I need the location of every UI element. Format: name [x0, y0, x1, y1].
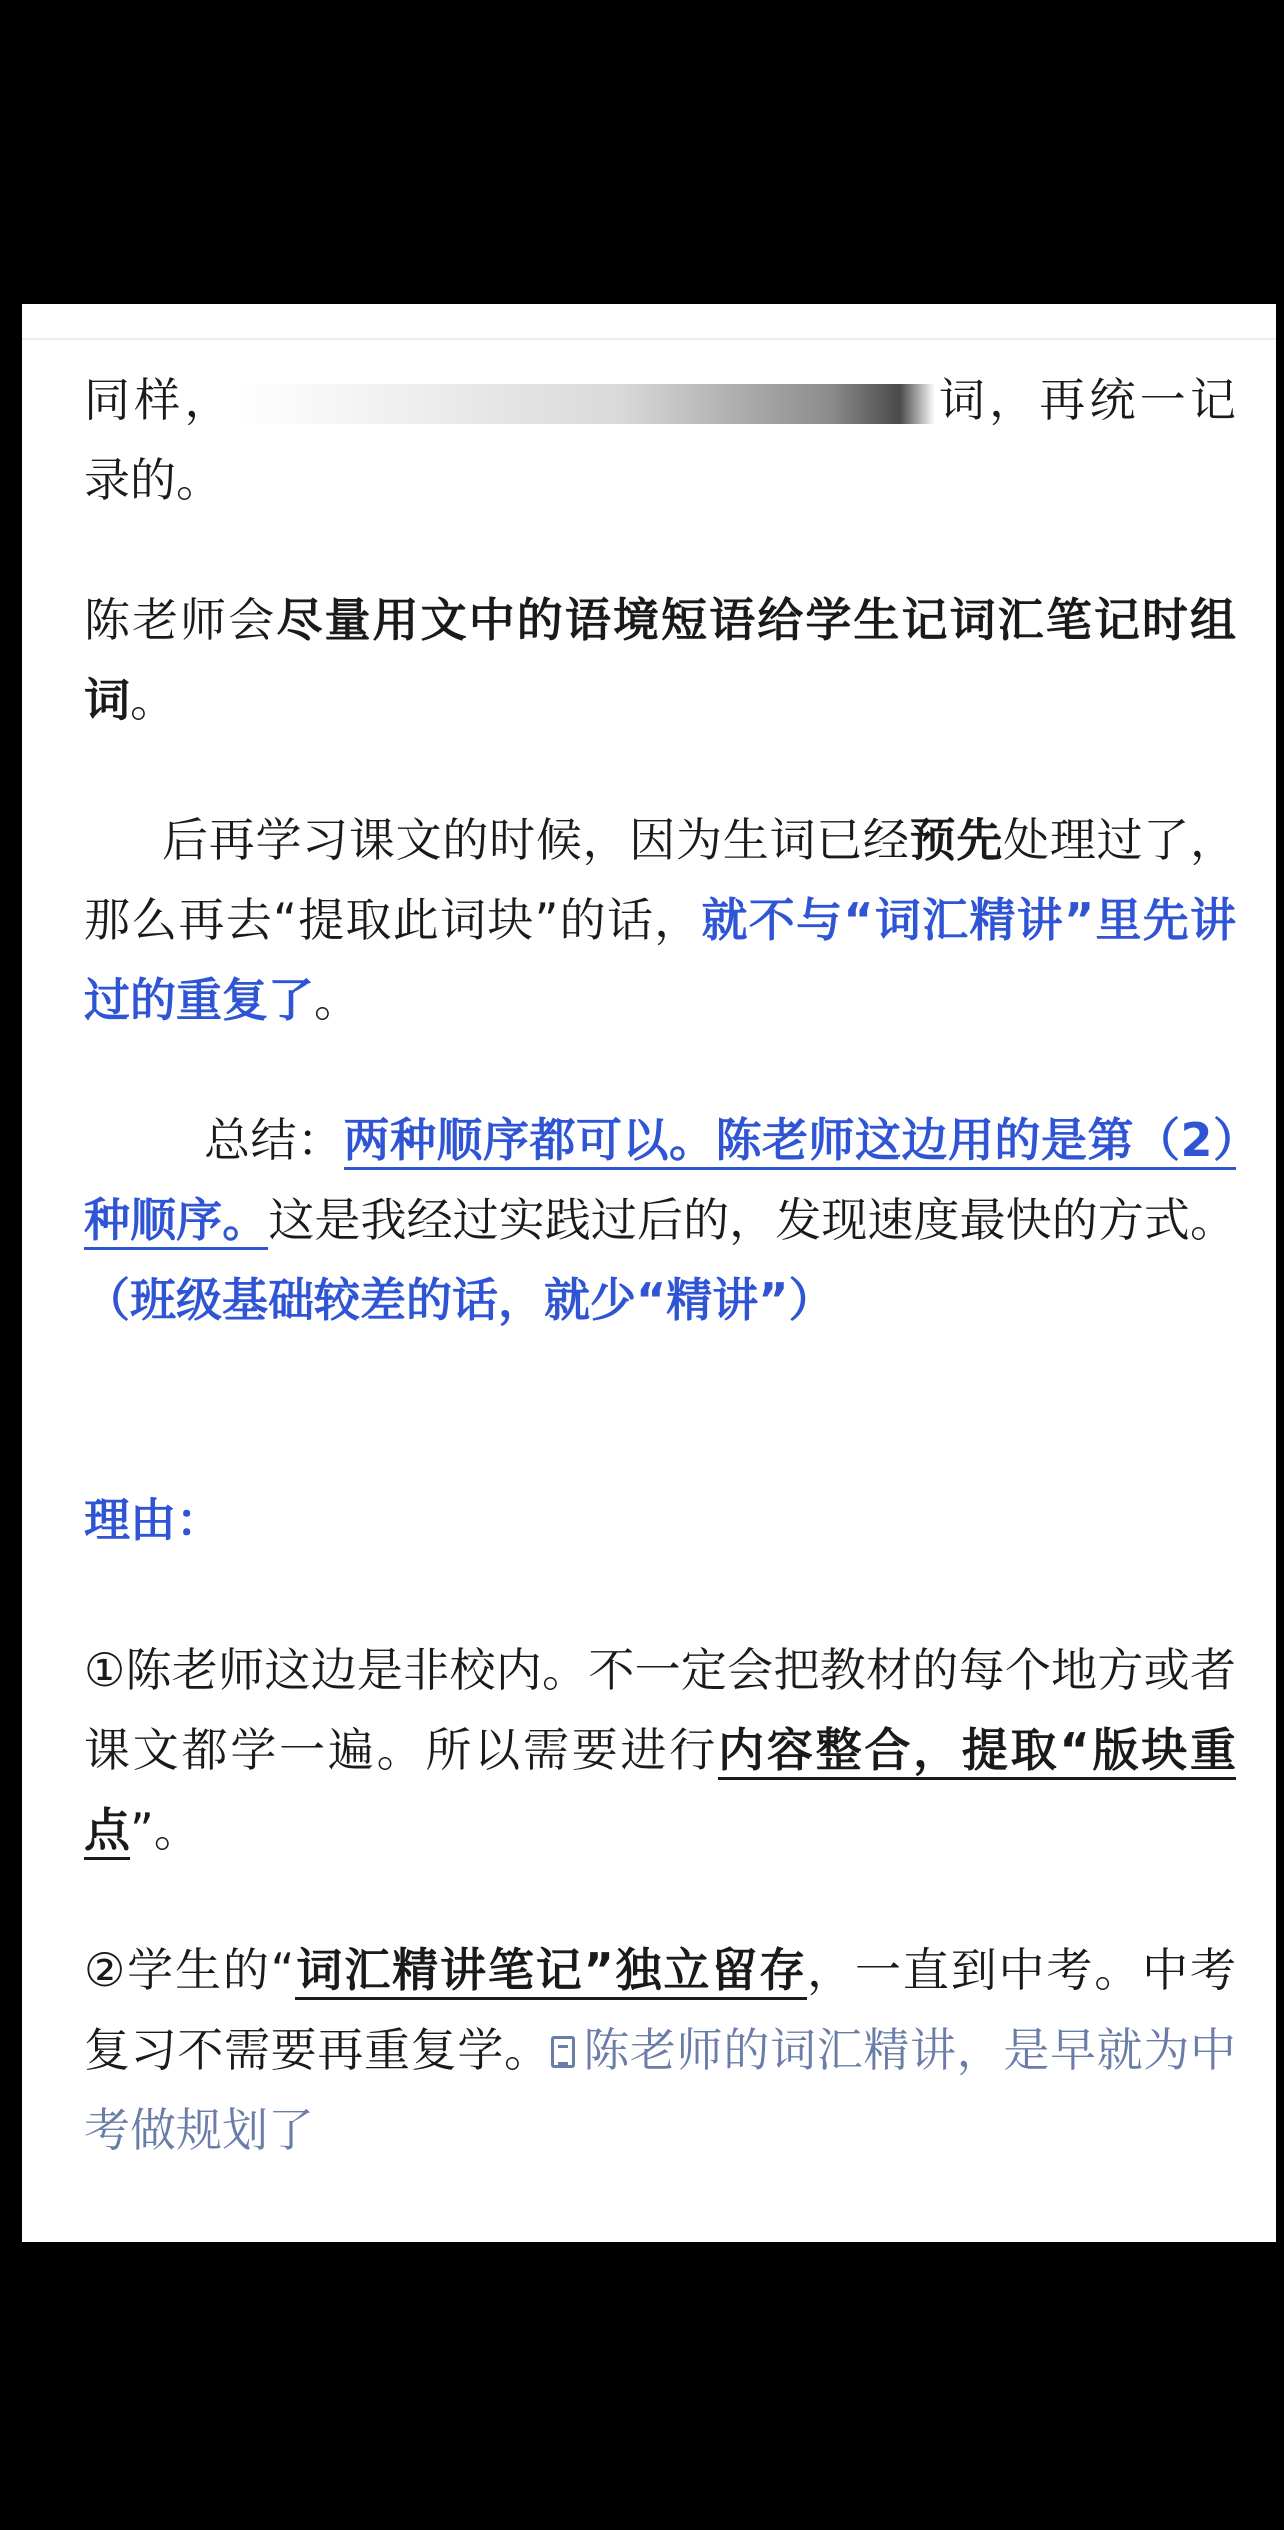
- article-page: [22, 304, 1276, 2242]
- summary-body: 这是我经过实践过后的，发现速度最快的方式。: [268, 1193, 1237, 1247]
- top-divider: [22, 338, 1276, 340]
- paragraph-reason-heading: [84, 1480, 1236, 1560]
- para3-bold-preprocess: 预先: [909, 813, 1004, 867]
- summary-note-blue: （班级基础较差的话，就少“精讲”）: [84, 1273, 835, 1327]
- para1-start: 同样，: [84, 373, 235, 427]
- para3-end: 。: [314, 973, 360, 1027]
- reason1-body: ①陈老师这边是非校内。不一定会把教材的每个地方或者课文都学一遍。所以需要进行: [84, 1643, 1236, 1777]
- reason1-underlined: 内容整合，提取“版块重点: [84, 1723, 1236, 1860]
- para1-end: 词，再统一记录的。: [84, 373, 1237, 507]
- reason2-start: ②学生的“: [84, 1943, 295, 1997]
- paragraph-same: [84, 360, 1236, 520]
- para2-end: 。: [130, 673, 176, 727]
- document-icon: [551, 2036, 575, 2068]
- summary-underlined-blue: 两种顺序都可以。陈老师这边用的是第（2）种顺序。: [84, 1113, 1236, 1250]
- reason-heading: 理由：: [84, 1493, 222, 1547]
- para3-blue-emphasis: 就不与“词汇精讲”里先讲过的重复了: [84, 893, 1236, 1027]
- para3-start: 后再学习课文的时候，因为生词已经: [162, 813, 910, 867]
- redacted-blur: [235, 384, 935, 424]
- summary-label: 总结：: [204, 1113, 344, 1167]
- reason2-underlined: 词汇精讲笔记”独立留存: [295, 1943, 808, 2000]
- paragraph-teacher-method: [84, 580, 1236, 740]
- reason2-mid: ，一直到中考。中考复习不需要再重复学。: [84, 1943, 1237, 2077]
- paragraph-summary: [84, 1100, 1236, 1340]
- para2-bold: 尽量用文中的语境短语给学生记词汇笔记时组词: [84, 593, 1237, 727]
- para3-mid: 处理过了，那么再去“提取此词块”的话，: [84, 813, 1237, 947]
- para2-start: 陈老师会: [84, 593, 277, 647]
- paragraph-reason-1: [84, 1630, 1236, 1870]
- paragraph-reason-2: [84, 1930, 1236, 2170]
- related-article-link-text[interactable]: 陈老师的词汇精讲，是早就为中考做规划了: [84, 2023, 1237, 2157]
- paragraph-later-study: [84, 800, 1236, 1040]
- reason1-end: ”。: [130, 1803, 200, 1857]
